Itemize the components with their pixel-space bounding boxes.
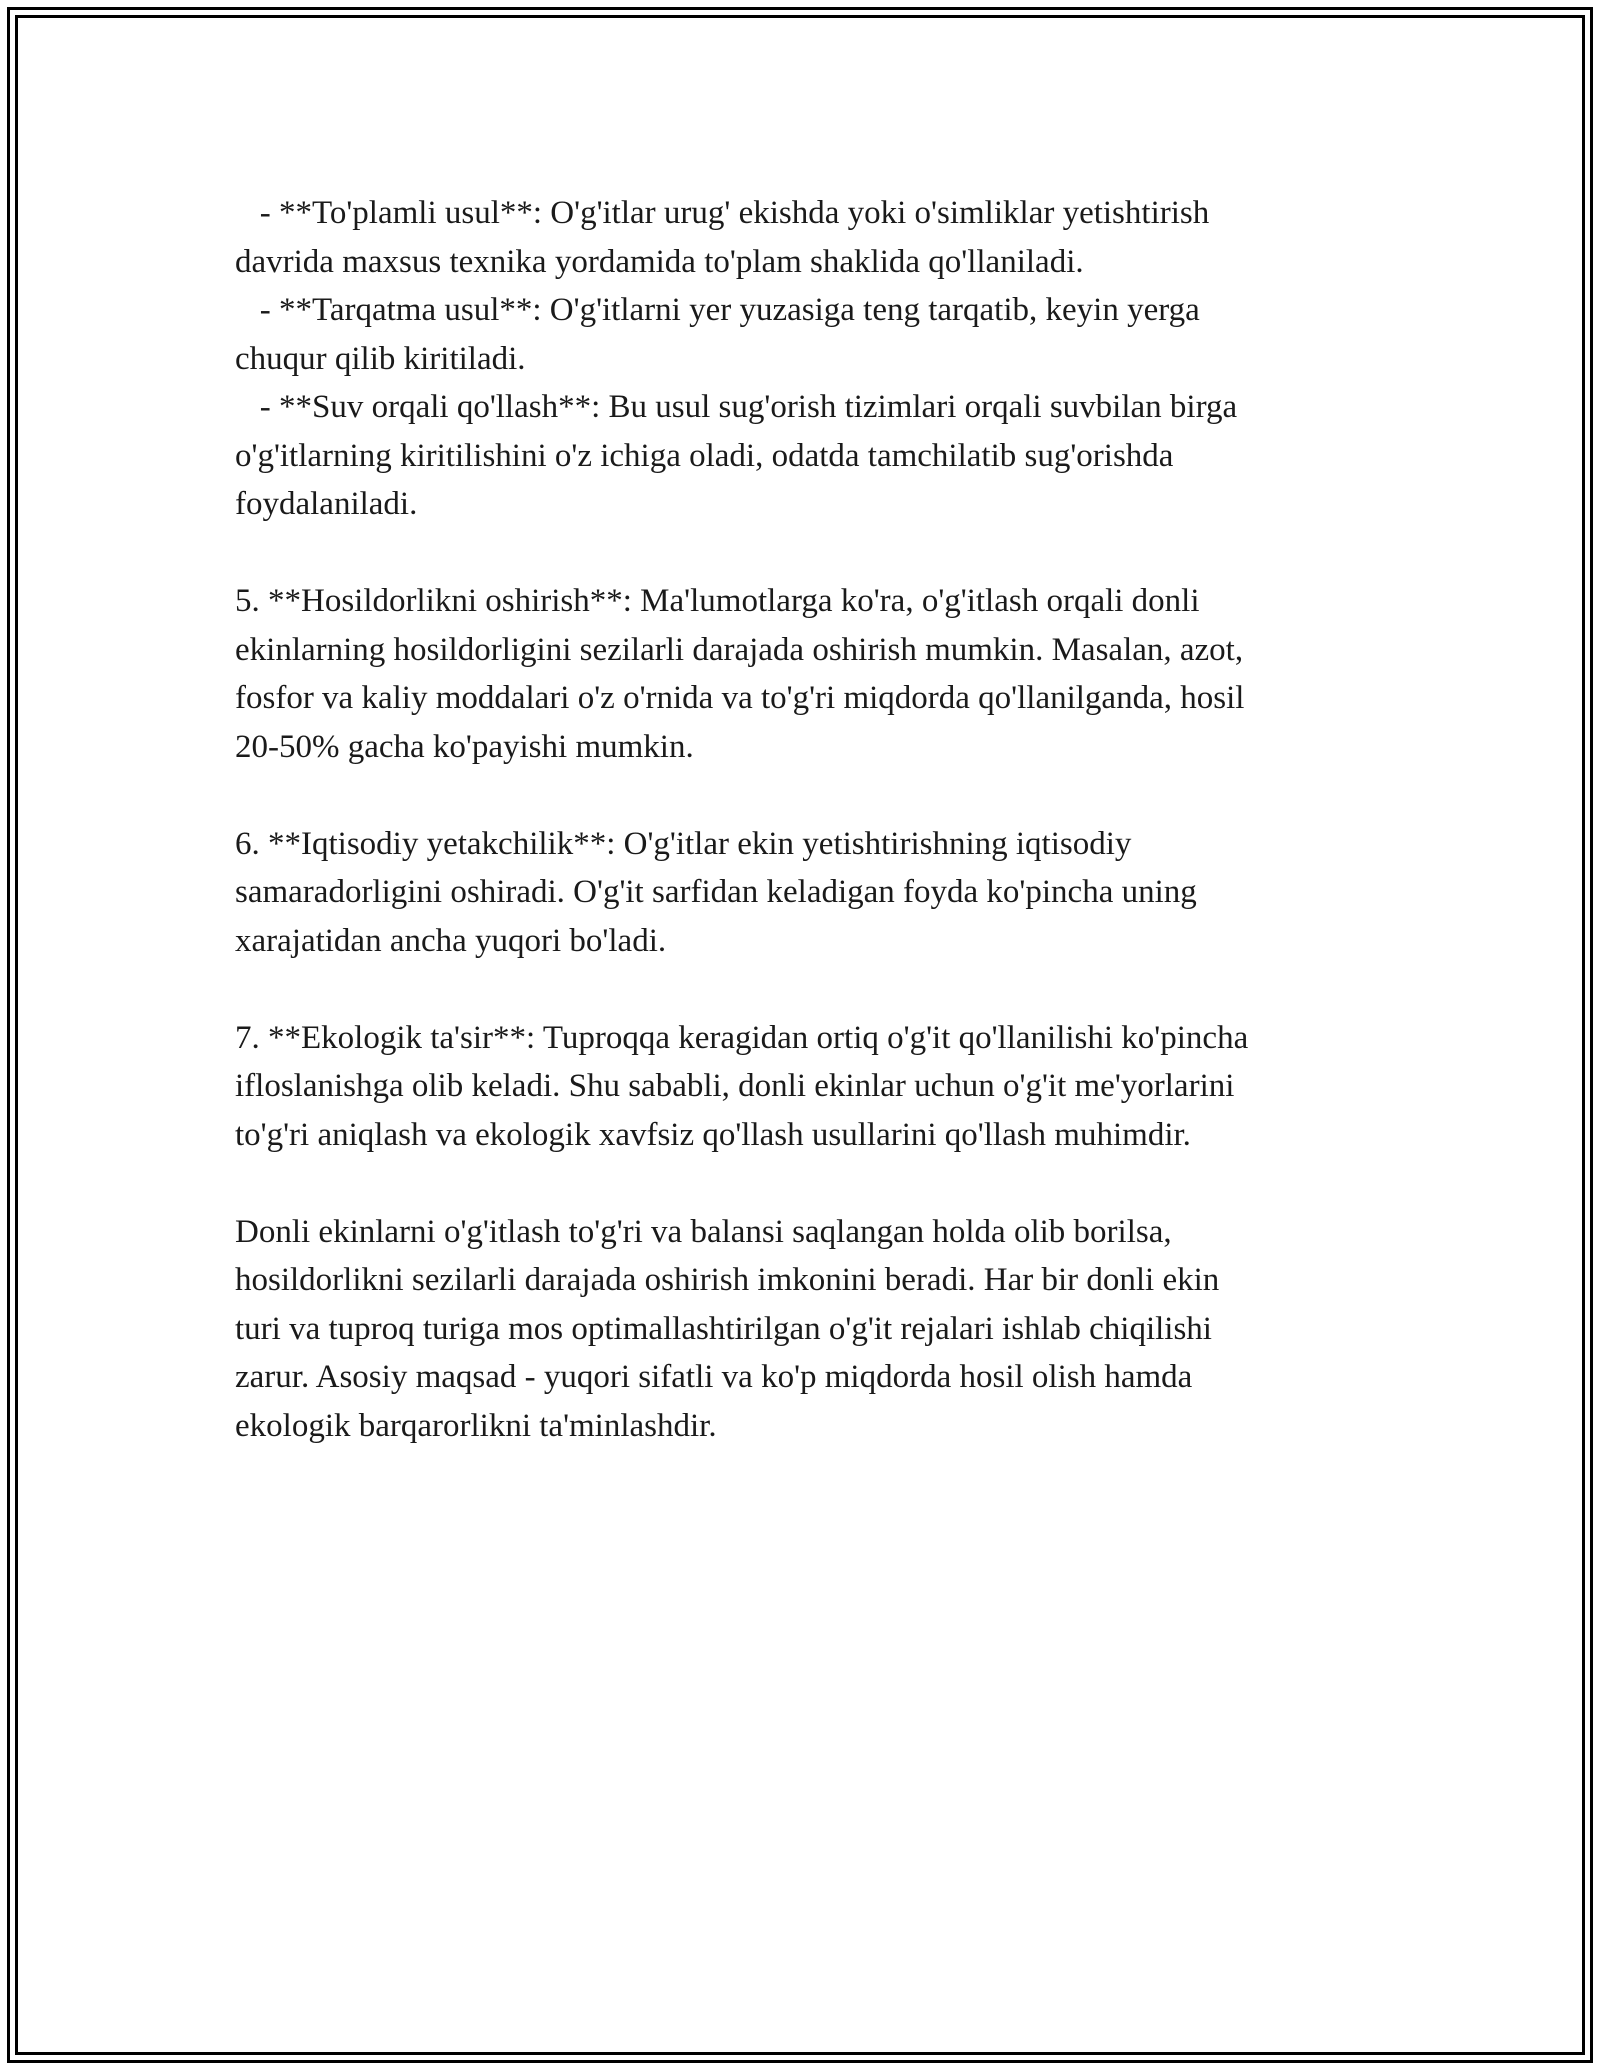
paragraph-item-6-economic [235,820,1395,966]
text-line: o'g'itlarning kiritilishini o'z ichiga oladi, odatda tamchilatib sug'orishda [235,437,1174,474]
text-line: fosfor va kaliy moddalari o'z o'rnida va to'g'ri miqdorda qo'llanilganda, hosil [235,680,1245,716]
text-line: hosildorlikni sezilarli darajada oshirish imkonini beradi. Har bir donli ekin [235,1262,1220,1298]
paragraph-application-methods [235,189,1395,529]
text-line: 7. **Ekologik ta'sir**: Tuproqqa keragidan ortiq o'g'it qo'llanilishi ko'pincha [235,1019,1249,1056]
paragraph-spacer [235,1159,1395,1208]
text-line: foydalaniladi. [235,486,418,522]
text-line: ekinlarning hosildorligini sezilarli darajada oshirish mumkin. Masalan, azot, [235,631,1244,668]
text-line: ifloslanishga olib keladi. Shu sababli, donli ekinlar uchun o'g'it me'yorlarini [235,1068,1235,1104]
text-line: davrida maxsus texnika yordamida to'plam shaklida qo'llaniladi. [235,243,1084,280]
text-line: chuqur qilib kiritiladi. [235,340,526,377]
document-body [235,189,1395,1450]
text-line: - **Tarqatma usul**: O'g'itlarni yer yuzasiga teng tarqatib, keyin yerga [235,292,1200,328]
text-line: - **Suv orqali qo'llash**: Bu usul sug'orish tizimlari orqali suvbilan birga [235,389,1238,425]
text-line: 20-50% gacha ko'payishi mumkin. [235,728,694,765]
text-line: Donli ekinlarni o'g'itlash to'g'ri va balansi saqlangan holda olib borilsa, [235,1213,1172,1250]
paragraph-item-5-yield [235,577,1395,771]
text-line: zarur. Asosiy maqsad - yuqori sifatli va ko'p miqdorda hosil olish hamda [235,1359,1193,1395]
text-line: to'g'ri aniqlash va ekologik xavfsiz qo'llash usullarini qo'llash muhimdir. [235,1116,1191,1153]
text-line: samaradorligini oshiradi. O'g'it sarfidan keladigan foyda ko'pincha uning [235,874,1197,910]
paragraph-spacer [235,965,1395,1014]
text-line: 5. **Hosildorlikni oshirish**: Ma'lumotlarga ko'ra, o'g'itlash orqali donli [235,583,1200,619]
text-line: turi va tuproq turiga mos optimallashtirilgan o'g'it rejalari ishlab chiqilishi [235,1310,1212,1347]
text-line: 6. **Iqtisodiy yetakchilik**: O'g'itlar ekin yetishtirishning iqtisodiy [235,825,1132,862]
text-line: ekologik barqarorlikni ta'minlashdir. [235,1407,717,1444]
text-line: xarajatidan ancha yuqori bo'ladi. [235,922,667,959]
paragraph-spacer [235,771,1395,820]
paragraph-conclusion [235,1208,1395,1451]
text-line: - **To'plamli usul**: O'g'itlar urug' ekishda yoki o'simliklar yetishtirish [235,195,1210,231]
paragraph-item-7-ecological [235,1014,1395,1160]
paragraph-spacer [235,529,1395,578]
